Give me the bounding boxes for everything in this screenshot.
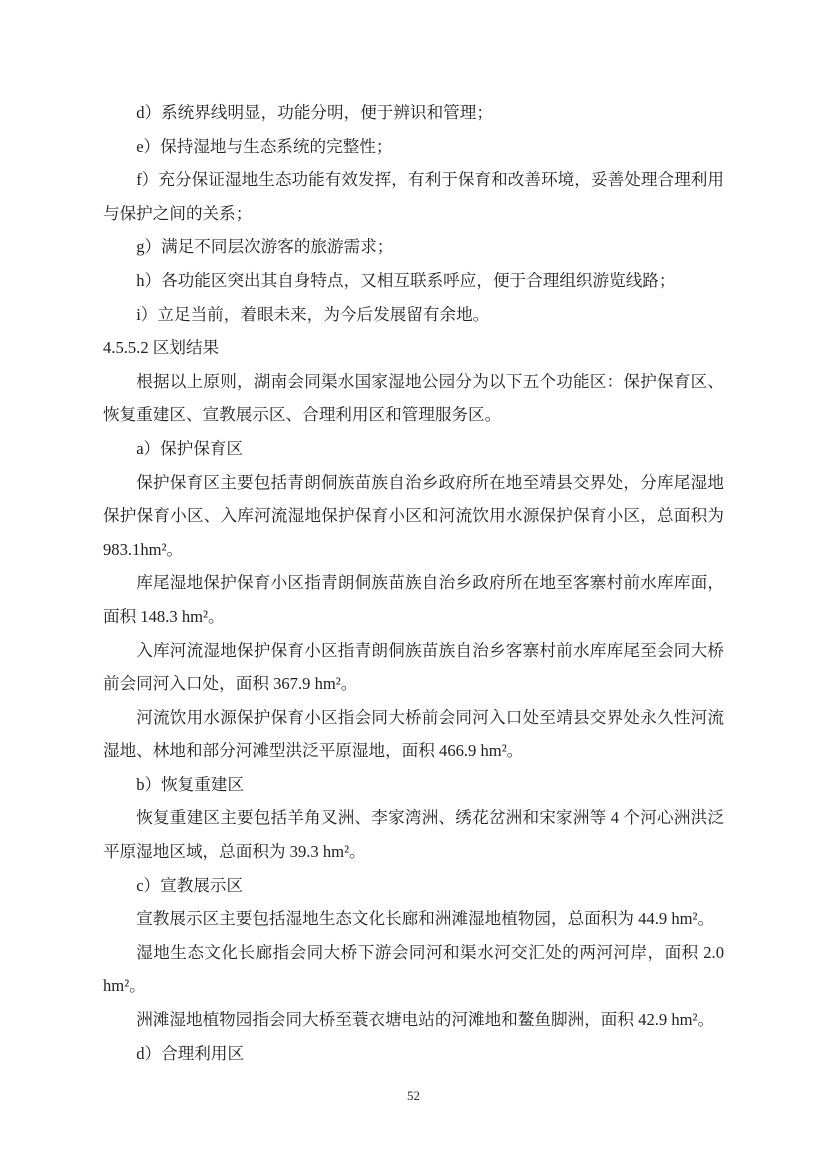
paragraph: 湿地生态文化长廊指会同大桥下游会同河和渠水河交汇处的两河河岸，面积 2.0 hm²。 — [103, 942, 724, 996]
paragraph: 根据以上原则，湖南会同渠水国家湿地公园分为以下五个功能区：保护保育区、恢复重建区、宣教展示区、合理利用区和管理服务区。 — [103, 371, 724, 425]
paragraph: 入库河流湿地保护保育小区指青朗侗族苗族自治乡客寨村前水库库尾至会同大桥前会同河入口处，面积 367.9 hm²。 — [103, 640, 724, 694]
paragraph: f）充分保证湿地生态功能有效发挥，有利于保育和改善环境，妥善处理合理利用与保护之间的关系； — [103, 170, 724, 223]
page-number: 52 — [407, 1088, 420, 1103]
paragraph: 洲滩湿地植物园指会同大桥至蓑衣塘电站的河滩地和鳌鱼脚洲，面积 42.9 hm²。 — [136, 1010, 715, 1030]
section-heading: 4.5.5.2 区划结果 — [103, 338, 220, 358]
page-footer — [0, 1087, 827, 1105]
paragraph: 恢复重建区主要包括羊角叉洲、李家湾洲、绣花岔洲和宋家洲等 4 个河心洲洪泛平原湿地区域，总面积为 39.3 hm²。 — [103, 808, 724, 862]
list-item: d）合理利用区 — [136, 1043, 245, 1063]
list-item: d）系统界线明显，功能分明，便于辨识和管理； — [136, 103, 493, 122]
list-item: a）保护保育区 — [136, 438, 244, 458]
paragraph: 保护保育区主要包括青朗侗族苗族自治乡政府所在地至靖县交界处，分库尾湿地保护保育小区、入库河流湿地保护保育小区和河流饮用水源保护保育小区，总面积为983.1hm²。 — [103, 472, 724, 559]
paragraph: 库尾湿地保护保育小区指青朗侗族苗族自治乡政府所在地至客寨村前水库库面，面积 148.3 hm²。 — [103, 573, 724, 626]
list-item: h）各功能区突出其自身特点，又相互联系呼应，便于合理组织游览线路； — [136, 270, 676, 290]
list-item: e）保持湿地与生态系统的完整性； — [136, 136, 393, 156]
paragraph: 河流饮用水源保护保育小区指会同大桥前会同河入口处至靖县交界处永久性河流湿地、林地和部分河滩型洪泛平原湿地，面积 466.9 hm²。 — [103, 707, 724, 761]
list-item: i）立足当前，着眼未来，为今后发展留有余地。 — [136, 304, 490, 324]
paragraph: 宣教展示区主要包括湿地生态文化长廊和洲滩湿地植物园，总面积为 44.9 hm²。 — [136, 909, 715, 929]
list-item: c）宣教展示区 — [136, 875, 244, 895]
list-item: g）满足不同层次游客的旅游需求； — [136, 237, 394, 257]
document-body — [103, 96, 724, 1070]
list-item: b）恢复重建区 — [136, 774, 245, 794]
